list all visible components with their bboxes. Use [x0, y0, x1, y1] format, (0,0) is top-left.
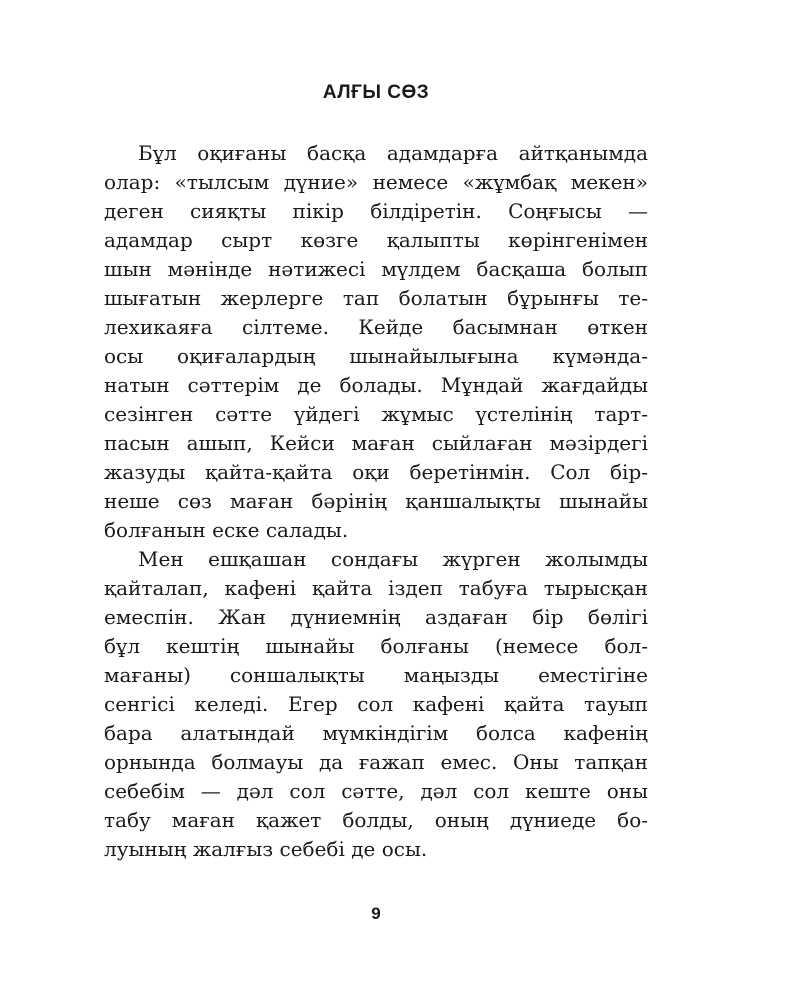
paragraph-1-line-9: натын сәттерім де болады. Мұндай жағдайды — [104, 373, 648, 397]
paragraph-1-line-12: жазуды қайта-қайта оқи беретінмін. Сол бір- — [104, 460, 648, 484]
paragraph-2-line-4: бұл кештің шынайы болғаны (немесе бол- — [104, 634, 648, 658]
paragraph-2-line-3: емеспін. Жан дүниемнің аздаған бір бөлігі — [104, 605, 648, 629]
paragraph-1-line-3: деген сияқты пікір білдіретін. Соңғысы — — [104, 199, 648, 223]
paragraph-1-line-8: осы оқиғалардың шынайылығына күмәнда- — [104, 344, 648, 368]
paragraph-1-line-1: Бұл оқиғаны басқа адамдарға айтқанымда — [138, 141, 648, 165]
paragraph-2-line-10: табу маған қажет болды, оның дүниеде бо- — [104, 808, 648, 832]
paragraph-2-line-6: сенгісі келеді. Егер сол кафені қайта тауып — [104, 692, 648, 716]
paragraph-2-line-5: мағаны) соншалықты маңызды еместігіне — [104, 663, 648, 687]
paragraph-1-line-5: шын мәнінде нәтижесі мүлдем басқаша болып — [104, 257, 648, 281]
paragraph-2-line-2: қайталап, кафені қайта іздеп табуға тырысқан — [104, 576, 648, 600]
paragraph-1-line-7: лехикаяға сілтеме. Кейде басымнан өткен — [104, 315, 648, 339]
paragraph-1-line-14: болғанын еске салады. — [104, 518, 349, 542]
paragraph-2-line-11: луының жалғыз себебі де осы. — [104, 837, 428, 861]
paragraph-2-line-1: Мен ешқашан сондағы жүрген жолымды — [138, 547, 648, 571]
paragraph-1-line-6: шығатын жерлерге тап болатын бұрынғы те- — [104, 286, 648, 310]
paragraph-2-line-9: себебім — дәл сол сәтте, дәл сол кеште оны — [104, 779, 648, 803]
chapter-title: АЛҒЫ СӨЗ — [322, 82, 430, 103]
page-number: 9 — [371, 904, 381, 923]
paragraph-1-line-10: сезінген сәтте үйдегі жұмыс үстелінің тарт- — [104, 402, 648, 426]
paragraph-2-line-7: бара алатындай мүмкіндігім болса кафенің — [104, 721, 648, 745]
paragraph-1-line-13: неше сөз маған бәрінің қаншалықты шынайы — [104, 489, 648, 513]
paragraph-1-line-11: пасын ашып, Кейси маған сыйлаған мәзірдегі — [104, 431, 648, 455]
paragraph-1-line-4: адамдар сырт көзге қалыпты көрінгенімен — [104, 228, 648, 252]
paragraph-1-line-2: олар: «тылсым дүние» немесе «жұмбақ мекен» — [104, 170, 648, 194]
paragraph-2-line-8: орнында болмауы да ғажап емес. Оны тапқан — [104, 750, 648, 774]
body-text — [104, 139, 648, 864]
